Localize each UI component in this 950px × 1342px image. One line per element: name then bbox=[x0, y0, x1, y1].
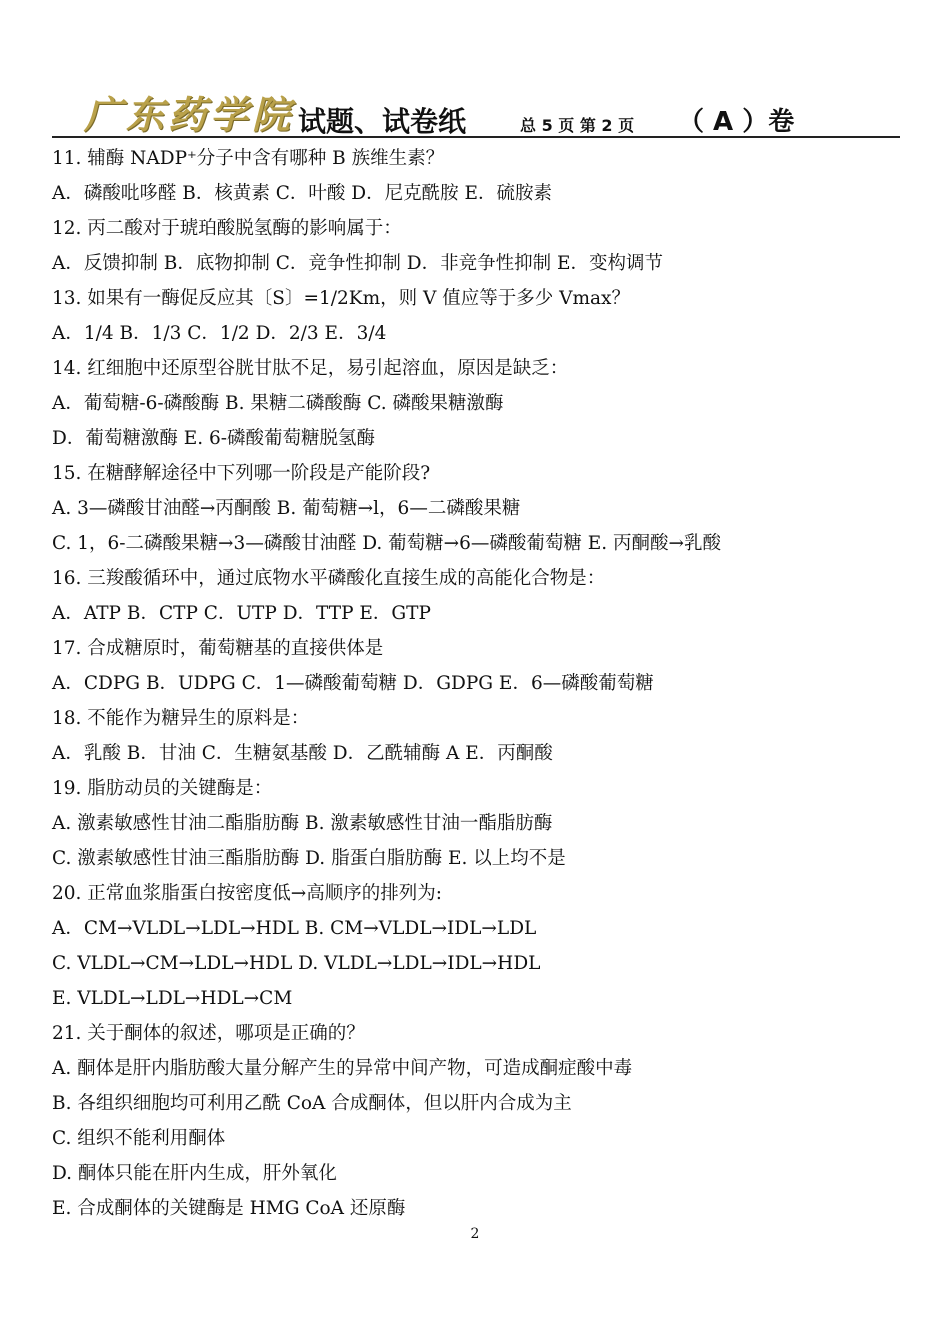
options-12: A．反馈抑制 B．底物抑制 C．竞争性抑制 D．非竞争性抑制 E．变构调节 bbox=[52, 253, 663, 274]
options-16: A．ATP B．CTP C．UTP D．TTP E．GTP bbox=[52, 603, 431, 624]
option-21-e: E. 合成酮体的关键酶是 HMG CoA 还原酶 bbox=[52, 1198, 406, 1219]
options-18: A．乳酸 B．甘油 C．生糖氨基酸 D．乙酰辅酶 A E．丙酮酸 bbox=[52, 743, 553, 764]
option-21-c: C. 组织不能利用酮体 bbox=[52, 1128, 226, 1149]
options-20-line-2: C. VLDL→CM→LDL→HDL D. VLDL→LDL→IDL→HDL bbox=[52, 953, 541, 974]
options-17: A．CDPG B．UDPG C．1—磷酸葡萄糖 D．GDPG E．6—磷酸葡萄糖 bbox=[52, 673, 654, 694]
question-20: 20. 正常血浆脂蛋白按密度低→高顺序的排列为: bbox=[52, 883, 443, 904]
question-16: 16. 三羧酸循环中，通过底物水平磷酸化直接生成的高能化合物是： bbox=[52, 568, 606, 589]
question-18: 18. 不能作为糖异生的原料是： bbox=[52, 708, 310, 729]
question-12: 12. 丙二酸对于琥珀酸脱氢酶的影响属于： bbox=[52, 218, 402, 239]
question-19: 19. 脂肪动员的关键酶是： bbox=[52, 778, 273, 799]
paper-type: （ A ）卷 bbox=[678, 107, 795, 137]
page-number: 2 bbox=[470, 1226, 480, 1242]
question-13: 13. 如果有一酶促反应其〔S〕=1/2Km，则 V 值应等于多少 Vmax？ bbox=[52, 288, 630, 309]
options-15-line-2: C. 1，6-二磷酸果糖→3—磷酸甘油醛 D. 葡萄糖→6—磷酸葡萄糖 E. 丙酮酸→乳酸 bbox=[52, 533, 722, 554]
options-14-line-1: A．葡萄糖-6-磷酸酶 B. 果糖二磷酸酶 C. 磷酸果糖激酶 bbox=[52, 393, 504, 414]
question-21: 21. 关于酮体的叙述，哪项是正确的？ bbox=[52, 1023, 365, 1044]
question-14: 14. 红细胞中还原型谷胱甘肽不足，易引起溶血，原因是缺乏： bbox=[52, 358, 569, 379]
options-14-line-2: D．葡萄糖激酶 E. 6-磷酸葡萄糖脱氢酶 bbox=[52, 428, 376, 449]
options-11: A．磷酸吡哆醛 B．核黄素 C．叶酸 D．尼克酰胺 E．硫胺素 bbox=[52, 183, 552, 204]
question-11: 11. 辅酶 NADP⁺分子中含有哪种 B 族维生素？ bbox=[52, 148, 445, 169]
question-list bbox=[52, 141, 902, 1226]
options-13: A．1/4 B．1/3 C．1/2 D．2/3 E．3/4 bbox=[52, 323, 387, 344]
question-15: 15. 在糖酵解途径中下列哪一阶段是产能阶段? bbox=[52, 463, 431, 484]
options-19-line-1: A. 激素敏感性甘油二酯脂肪酶 B. 激素敏感性甘油一酯脂肪酶 bbox=[52, 813, 553, 834]
options-20-line-3: E. VLDL→LDL→HDL→CM bbox=[52, 988, 293, 1009]
school-logo: 广东药学院 bbox=[84, 92, 295, 137]
question-17: 17. 合成糖原时，葡萄糖基的直接供体是 bbox=[52, 638, 384, 659]
option-21-b: B. 各组织细胞均可利用乙酰 CoA 合成酮体，但以肝内合成为主 bbox=[52, 1093, 572, 1114]
options-19-line-2: C. 激素敏感性甘油三酯脂肪酶 D. 脂蛋白脂肪酶 E. 以上均不是 bbox=[52, 848, 566, 869]
page-header bbox=[52, 80, 900, 138]
option-21-d: D. 酮体只能在肝内生成，肝外氧化 bbox=[52, 1163, 337, 1184]
option-21-a: A. 酮体是肝内脂肪酸大量分解产生的异常中间产物，可造成酮症酸中毒 bbox=[52, 1058, 633, 1079]
page-title: 试题、试卷纸 bbox=[298, 105, 467, 138]
options-15-line-1: A. 3—磷酸甘油醛→丙酮酸 B. 葡萄糖→l，6—二磷酸果糖 bbox=[52, 498, 521, 519]
page-info: 总 5 页 第 2 页 bbox=[520, 116, 635, 135]
options-20-line-1: A．CM→VLDL→LDL→HDL B. CM→VLDL→IDL→LDL bbox=[52, 918, 537, 939]
